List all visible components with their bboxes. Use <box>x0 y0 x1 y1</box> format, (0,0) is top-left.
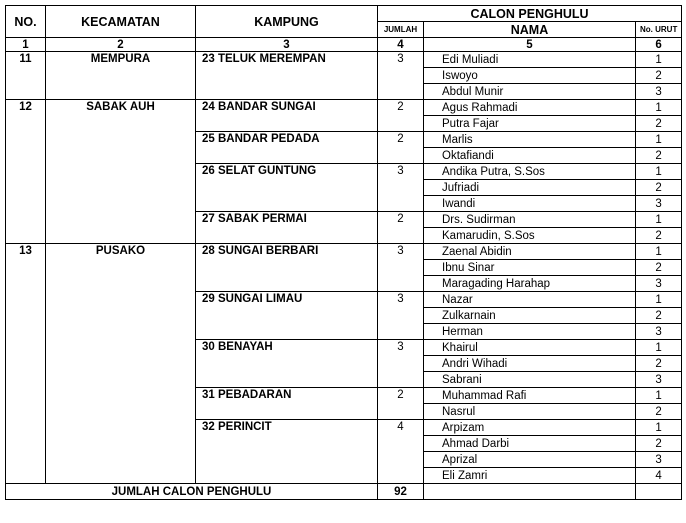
candidate-table <box>5 5 682 500</box>
candidate-no-urut: 1 <box>636 52 682 68</box>
candidate-name: Muhammad Rafi <box>424 388 636 404</box>
candidate-name: Khairul <box>424 340 636 356</box>
candidate-name: Putra Fajar <box>424 116 636 132</box>
kampung-name: 28 SUNGAI BERBARI <box>196 244 378 292</box>
kecamatan-no: 12 <box>6 100 46 244</box>
candidate-name: Nazar <box>424 292 636 308</box>
col-number: 1 <box>6 38 46 52</box>
candidate-no-urut: 1 <box>636 132 682 148</box>
header-kampung: KAMPUNG <box>196 6 378 38</box>
candidate-no-urut: 3 <box>636 196 682 212</box>
kampung-jumlah: 3 <box>378 244 424 292</box>
header-no: NO. <box>6 6 46 38</box>
candidate-no-urut: 1 <box>636 388 682 404</box>
kampung-jumlah: 2 <box>378 388 424 420</box>
kampung-name: 30 BENAYAH <box>196 340 378 388</box>
kecamatan-no: 13 <box>6 244 46 484</box>
kampung-name: 29 SUNGAI LIMAU <box>196 292 378 340</box>
kampung-name: 24 BANDAR SUNGAI <box>196 100 378 132</box>
header-kecamatan: KECAMATAN <box>46 6 196 38</box>
candidate-name: Marlis <box>424 132 636 148</box>
col-number: 3 <box>196 38 378 52</box>
candidate-no-urut: 3 <box>636 276 682 292</box>
candidate-name: Aprizal <box>424 452 636 468</box>
header-nama: NAMA <box>424 22 636 38</box>
kampung-name: 25 BANDAR PEDADA <box>196 132 378 164</box>
col-number: 4 <box>378 38 424 52</box>
kampung-name: 32 PERINCIT <box>196 420 378 484</box>
candidate-name: Ahmad Darbi <box>424 436 636 452</box>
candidate-no-urut: 2 <box>636 116 682 132</box>
candidate-no-urut: 2 <box>636 148 682 164</box>
col-number: 6 <box>636 38 682 52</box>
candidate-name: Arpizam <box>424 420 636 436</box>
candidate-no-urut: 2 <box>636 308 682 324</box>
candidate-name: Abdul Munir <box>424 84 636 100</box>
kecamatan-name: PUSAKO <box>46 244 196 484</box>
kampung-name: 23 TELUK MEREMPAN <box>196 52 378 100</box>
candidate-name: Sabrani <box>424 372 636 388</box>
candidate-no-urut: 2 <box>636 436 682 452</box>
candidate-no-urut: 1 <box>636 164 682 180</box>
kampung-name: 31 PEBADARAN <box>196 388 378 420</box>
total-empty <box>424 484 636 500</box>
kecamatan-no: 11 <box>6 52 46 100</box>
candidate-no-urut: 2 <box>636 180 682 196</box>
candidate-name: Maragading Harahap <box>424 276 636 292</box>
kampung-jumlah: 2 <box>378 212 424 244</box>
candidate-name: Oktafiandi <box>424 148 636 164</box>
candidate-name: Nasrul <box>424 404 636 420</box>
candidate-name: Kamarudin, S.Sos <box>424 228 636 244</box>
candidate-name: Edi Muliadi <box>424 52 636 68</box>
candidate-name: Jufriadi <box>424 180 636 196</box>
total-empty <box>636 484 682 500</box>
kecamatan-name: MEMPURA <box>46 52 196 100</box>
candidate-name: Iswoyo <box>424 68 636 84</box>
candidate-no-urut: 2 <box>636 228 682 244</box>
kampung-name: 27 SABAK PERMAI <box>196 212 378 244</box>
candidate-name: Andri Wihadi <box>424 356 636 372</box>
candidate-no-urut: 1 <box>636 212 682 228</box>
kampung-jumlah: 4 <box>378 420 424 484</box>
header-no-urut: No. URUT <box>636 22 682 38</box>
total-row <box>6 484 682 500</box>
table-row <box>6 244 682 260</box>
kampung-jumlah: 3 <box>378 164 424 212</box>
kampung-jumlah: 2 <box>378 100 424 132</box>
total-value: 92 <box>378 484 424 500</box>
candidate-name: Ibnu Sinar <box>424 260 636 276</box>
candidate-no-urut: 1 <box>636 292 682 308</box>
candidate-no-urut: 1 <box>636 420 682 436</box>
candidate-name: Drs. Sudirman <box>424 212 636 228</box>
kampung-jumlah: 3 <box>378 292 424 340</box>
candidate-no-urut: 3 <box>636 452 682 468</box>
candidate-name: Zulkarnain <box>424 308 636 324</box>
kampung-name: 26 SELAT GUNTUNG <box>196 164 378 212</box>
candidate-name: Andika Putra, S.Sos <box>424 164 636 180</box>
kampung-jumlah: 2 <box>378 132 424 164</box>
candidate-name: Iwandi <box>424 196 636 212</box>
column-number-row <box>6 38 682 52</box>
candidate-no-urut: 4 <box>636 468 682 484</box>
kecamatan-name: SABAK AUH <box>46 100 196 244</box>
candidate-no-urut: 3 <box>636 324 682 340</box>
col-number: 5 <box>424 38 636 52</box>
header-calon-penghulu: CALON PENGHULU <box>378 6 682 22</box>
table-row <box>6 100 682 116</box>
header-jumlah: JUMLAH <box>378 22 424 38</box>
candidate-no-urut: 1 <box>636 244 682 260</box>
candidate-name: Eli Zamri <box>424 468 636 484</box>
candidate-no-urut: 3 <box>636 84 682 100</box>
candidate-no-urut: 2 <box>636 260 682 276</box>
candidate-no-urut: 3 <box>636 372 682 388</box>
kampung-jumlah: 3 <box>378 52 424 100</box>
candidate-name: Zaenal Abidin <box>424 244 636 260</box>
total-label: JUMLAH CALON PENGHULU <box>6 484 378 500</box>
kampung-jumlah: 3 <box>378 340 424 388</box>
candidate-name: Agus Rahmadi <box>424 100 636 116</box>
candidate-no-urut: 2 <box>636 404 682 420</box>
candidate-no-urut: 2 <box>636 68 682 84</box>
table-row <box>6 52 682 68</box>
candidate-no-urut: 1 <box>636 340 682 356</box>
col-number: 2 <box>46 38 196 52</box>
candidate-name: Herman <box>424 324 636 340</box>
candidate-no-urut: 2 <box>636 356 682 372</box>
candidate-no-urut: 1 <box>636 100 682 116</box>
